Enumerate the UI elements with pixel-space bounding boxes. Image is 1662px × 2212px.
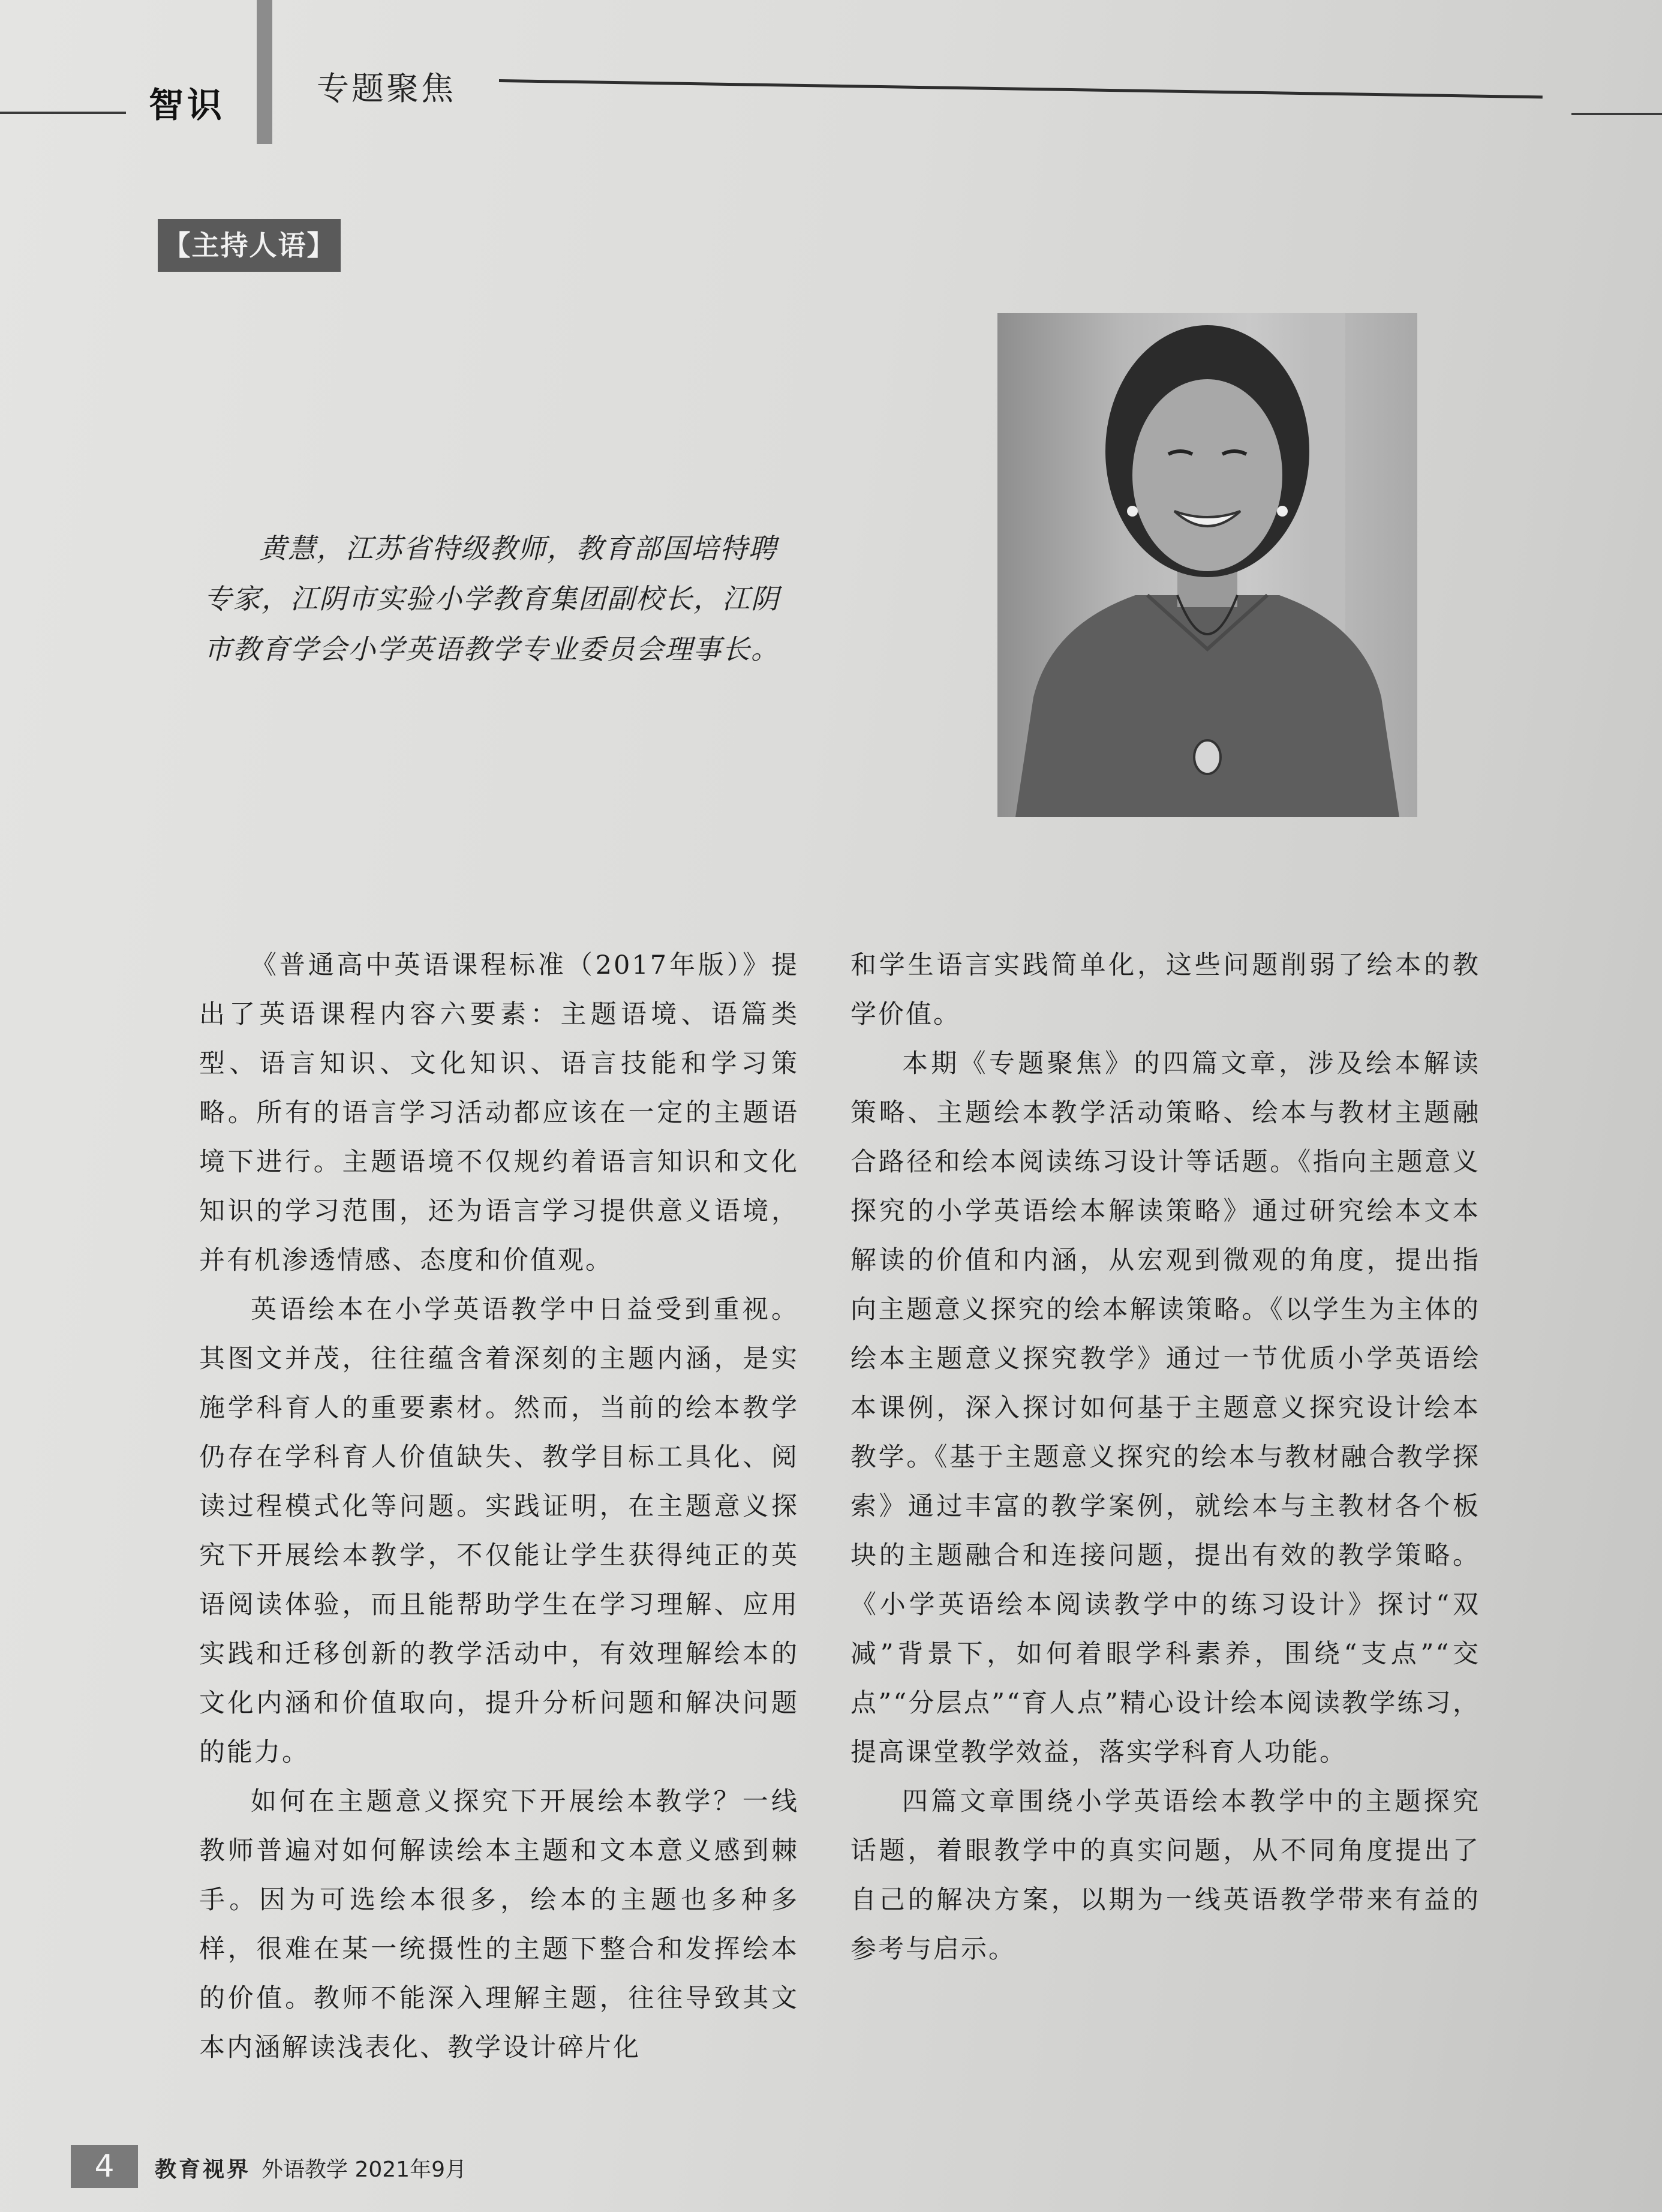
header-rule-far-right [1571,113,1662,115]
host-bio [204,523,804,674]
footer-info [155,2153,467,2183]
footer-issue: 外语教学 2021年9月 [262,2157,467,2182]
host-bio-text: 黄慧，江苏省特级教师，教育部国培特聘专家，江阴市实验小学教育集团副校长，江阴市教育学会小学英语教学专业委员会理事长。 [204,532,780,665]
header-divider-bar [257,0,272,144]
portrait-photo [997,313,1417,817]
column-title: 专题聚焦 [317,70,456,107]
paragraph-1: 《普通高中英语课程标准（2017年版）》提出了英语课程内容六要素：主题语境、语篇类型、语言知识、文化知识、语言技能和学习策略。所有的语言学习活动都应该在一定的主题语境下进行。主题语境不仅规约着语言知识和文化知识的学习范围，还为语言学习提供意义语境，并有机渗透情感、态度和价值观。 [199,950,799,1275]
host-tag: 【主持人语】 [158,219,341,272]
paragraph-3a: 如何在主题意义探究下开展绘本教学？一线教师普遍对如何解读绘本主题和文本意义感到棘手。因为可选绘本很多，绘本的主题也多种多样，很难在某一统摄性的主题下整合和发挥绘本的价值。教师不能深入理解主题，往往导致其文本内涵解读浅表化、教学设计碎片化 [199,1787,799,2063]
body-column-right [850,941,1480,1974]
portrait-illustration [997,313,1417,817]
page-number: 4 [71,2145,138,2188]
paragraph-4: 本期《专题聚焦》的四篇文章，涉及绘本解读策略、主题绘本教学活动策略、绘本与教材主题融合路径和绘本阅读练习设计等话题。《指向主题意义探究的小学英语绘本解读策略》通过研究绘本文本解读的价值和内涵，从宏观到微观的角度，提出指向主题意义探究的绘本解读策略。《以学生为主体的绘本主题意义探究教学》通过一节优质小学英语绘本课例，深入探讨如何基于主题意义探究设计绘本教学。《基于主题意义探究的绘本与教材融合教学探索》通过丰富的教学案例，就绘本与主教材各个板块的主题融合和连接问题，提出有效的教学策略。《小学英语绘本阅读教学中的练习设计》探讨“双减”背景下，如何着眼学科素养，围绕“支点”“交点”“分层点”“育人点”精心设计绘本阅读教学练习，提高课堂教学效益，落实学科育人功能。 [850,1049,1480,1767]
body-column-left [199,941,799,2072]
header-rule-right [499,79,1543,98]
footer-brand: 教育视界 [155,2157,251,2182]
header-rule-left [0,112,126,114]
paragraph-2: 英语绘本在小学英语教学中日益受到重视。其图文并茂，往往蕴含着深刻的主题内涵，是实施学科育人的重要素材。然而，当前的绘本教学仍存在学科育人价值缺失、教学目标工具化、阅读过程模式化等问题。实践证明，在主题意义探究下开展绘本教学，不仅能让学生获得纯正的英语阅读体验，而且能帮助学生在学习理解、应用实践和迁移创新的教学活动中，有效理解绘本的文化内涵和价值取向，提升分析问题和解决问题的能力。 [199,1295,799,1767]
paragraph-3b: 和学生语言实践简单化，这些问题削弱了绘本的教学价值。 [850,950,1480,1030]
paragraph-5: 四篇文章围绕小学英语绘本教学中的主题探究话题，着眼教学中的真实问题，从不同角度提出了自己的解决方案，以期为一线英语教学带来有益的参考与启示。 [850,1787,1480,1964]
section-title: 智识 [149,85,226,125]
